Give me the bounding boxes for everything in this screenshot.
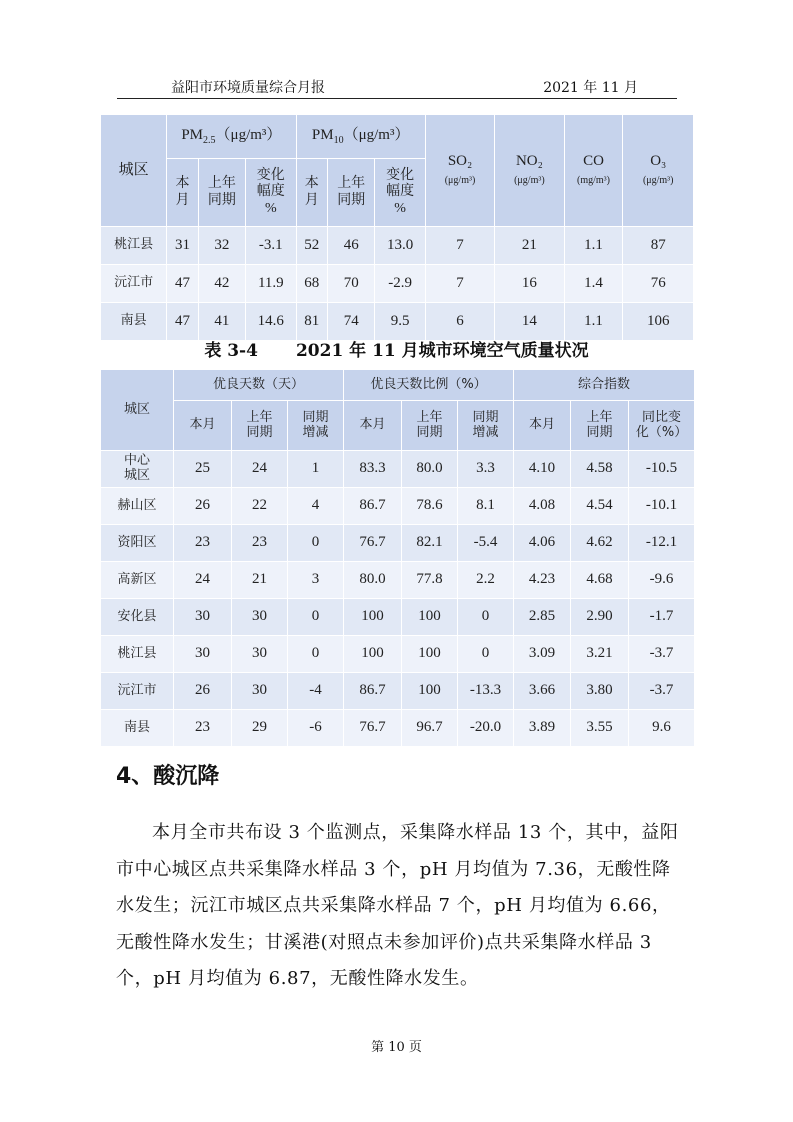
cell-gd-cur: 23 [174,710,232,747]
cell-co: 1.4 [564,265,623,303]
t1-header-pm10: $PM_{10}(\mu g/m^3)$ [296,115,425,159]
cell-ix-last: 3.80 [571,673,629,710]
cell-pm10-cur: 52 [296,227,328,265]
cell-region: 沅江市 [101,673,174,710]
t2-sub-ix-yoy: 同比变 化（%） [629,401,695,451]
cell-ix-yoy: -3.7 [629,636,695,673]
t2-sub-gd-diff: 同期 增减 [288,401,344,451]
cell-ix-yoy: 9.6 [629,710,695,747]
page-header-right: 2021 年 11 月 [543,80,638,96]
t1-sub-pm10-chg: 变化 幅度 % [375,159,425,227]
cell-region: 中心城区 [101,451,174,488]
body-paragraph: 本月全市共布设 3 个监测点，采集降水样品 13 个，其中，益阳市中心城区点共采集降水样品 3 个，pH 月均值为 7.36，无酸性降水发生；沅江市城区点共采集降水样品 7 个，pH 月均值为 6.66，无酸性降水发生；甘溪港(对照点未参加评价)点共采集降水样品 3 个，pH 月均值为 6.87，无酸性降水发生。 [116,822,679,989]
cell-gr-cur: 76.7 [344,710,402,747]
cell-so2: 7 [425,227,494,265]
cell-gr-cur: 86.7 [344,673,402,710]
cell-ix-yoy: -9.6 [629,562,695,599]
cell-pm25-last: 32 [198,227,245,265]
t2-header-index: 综合指数 [514,370,695,401]
cell-gr-diff: -20.0 [458,710,514,747]
cell-ix-yoy: -10.1 [629,488,695,525]
cell-gd-last: 24 [232,451,288,488]
cell-gd-diff: -6 [288,710,344,747]
cell-gr-diff: 0 [458,636,514,673]
t1-header-pm25: $PM_{2.5}(\mu g/m^3)$ [167,115,296,159]
t2-sub-ix-last: 上年 同期 [571,401,629,451]
cell-gr-last: 78.6 [402,488,458,525]
cell-ix-cur: 2.85 [514,599,571,636]
cell-pm25-cur: 31 [167,227,199,265]
cell-gr-last: 100 [402,599,458,636]
cell-pm25-chg: 11.9 [246,265,296,303]
cell-pm25-cur: 47 [167,265,199,303]
table-row [101,636,695,673]
cell-gd-cur: 30 [174,599,232,636]
cell-gr-last: 77.8 [402,562,458,599]
t1-sub-pm25-chg: 变化 幅度 % [246,159,296,227]
cell-o3: 87 [623,227,694,265]
table-row [101,710,695,747]
cell-ix-last: 3.55 [571,710,629,747]
section-title: 4、酸沉降 [116,764,220,789]
cell-gr-cur: 76.7 [344,525,402,562]
cell-gd-last: 21 [232,562,288,599]
t1-header-region: 城区 [101,115,167,227]
cell-gd-cur: 25 [174,451,232,488]
cell-gr-last: 82.1 [402,525,458,562]
cell-region: 桃江县 [101,636,174,673]
cell-pm10-cur: 81 [296,303,328,341]
cell-pm10-last: 46 [328,227,375,265]
cell-ix-cur: 4.08 [514,488,571,525]
cell-gd-diff: 1 [288,451,344,488]
cell-gr-cur: 83.3 [344,451,402,488]
cell-gd-last: 30 [232,636,288,673]
cell-gd-diff: 0 [288,525,344,562]
cell-ix-cur: 4.06 [514,525,571,562]
t1-header-no2: NO₂ (μg/m³) [495,115,564,227]
cell-gr-cur: 100 [344,636,402,673]
cell-gr-last: 100 [402,636,458,673]
page-header-left: 益阳市环境质量综合月报 [171,80,325,96]
cell-pm25-chg: 14.6 [246,303,296,341]
table-row [101,303,694,341]
table-row [101,227,694,265]
table-row [101,488,695,525]
cell-gd-cur: 24 [174,562,232,599]
cell-region: 沅江市 [101,265,167,303]
cell-gd-cur: 26 [174,673,232,710]
t2-sub-ix-cur: 本月 [514,401,571,451]
cell-ix-cur: 3.66 [514,673,571,710]
cell-gd-last: 30 [232,599,288,636]
cell-ix-last: 4.54 [571,488,629,525]
cell-gr-cur: 86.7 [344,488,402,525]
cell-pm25-last: 42 [198,265,245,303]
cell-ix-cur: 3.09 [514,636,571,673]
cell-ix-cur: 3.89 [514,710,571,747]
cell-pm10-chg: -2.9 [375,265,425,303]
cell-ix-cur: 4.10 [514,451,571,488]
t2-sub-gd-last: 上年 同期 [232,401,288,451]
cell-ix-cur: 4.23 [514,562,571,599]
table-row [101,599,695,636]
cell-so2: 6 [425,303,494,341]
cell-o3: 76 [623,265,694,303]
t2-header-good-ratio: 优良天数比例（%） [344,370,514,401]
cell-gd-cur: 30 [174,636,232,673]
t1-header-so2: SO₂ (μg/m³) [425,115,494,227]
cell-region: 高新区 [101,562,174,599]
cell-ix-last: 3.21 [571,636,629,673]
cell-so2: 7 [425,265,494,303]
table-row [101,562,695,599]
cell-gr-cur: 80.0 [344,562,402,599]
t1-sub-pm25-last: 上年 同期 [198,159,245,227]
air-pollutant-table [100,114,694,341]
cell-gd-cur: 23 [174,525,232,562]
cell-gd-diff: 0 [288,636,344,673]
cell-region: 安化县 [101,599,174,636]
table-row [101,525,695,562]
cell-gd-last: 23 [232,525,288,562]
table-row [101,673,695,710]
cell-co: 1.1 [564,227,623,265]
cell-o3: 106 [623,303,694,341]
t1-sub-pm25-cur: 本 月 [167,159,199,227]
cell-gd-diff: 3 [288,562,344,599]
t1-sub-pm10-cur: 本 月 [296,159,328,227]
t2-sub-gd-cur: 本月 [174,401,232,451]
cell-pm10-chg: 13.0 [375,227,425,265]
cell-gr-diff: 0 [458,599,514,636]
t1-header-co: CO (mg/m³) [564,115,623,227]
page-number: 第 10 页 [371,1040,422,1055]
t1-sub-pm10-last: 上年 同期 [328,159,375,227]
cell-region: 赫山区 [101,488,174,525]
t2-header-good-days: 优良天数（天） [174,370,344,401]
cell-no2: 16 [495,265,564,303]
cell-co: 1.1 [564,303,623,341]
cell-ix-yoy: -12.1 [629,525,695,562]
cell-gr-last: 100 [402,673,458,710]
cell-pm10-chg: 9.5 [375,303,425,341]
cell-region: 资阳区 [101,525,174,562]
air-quality-status-table [100,369,695,747]
cell-no2: 21 [495,227,564,265]
cell-gd-cur: 26 [174,488,232,525]
cell-ix-yoy: -10.5 [629,451,695,488]
table-row [101,265,694,303]
cell-gr-last: 80.0 [402,451,458,488]
cell-region: 桃江县 [101,227,167,265]
cell-gd-diff: 4 [288,488,344,525]
cell-gr-last: 96.7 [402,710,458,747]
header-rule [117,98,677,99]
cell-gr-diff: -13.3 [458,673,514,710]
cell-pm25-cur: 47 [167,303,199,341]
cell-pm25-chg: -3.1 [246,227,296,265]
cell-ix-last: 4.68 [571,562,629,599]
table-row [101,451,695,488]
cell-gr-diff: 8.1 [458,488,514,525]
cell-gr-diff: 2.2 [458,562,514,599]
t2-sub-gr-diff: 同期 增减 [458,401,514,451]
t2-header-region: 城区 [101,370,174,451]
cell-ix-last: 4.62 [571,525,629,562]
cell-ix-yoy: -3.7 [629,673,695,710]
t1-header-o3: O₃ (μg/m³) [623,115,694,227]
cell-gd-last: 22 [232,488,288,525]
cell-pm10-cur: 68 [296,265,328,303]
cell-gd-diff: -4 [288,673,344,710]
t2-sub-gr-cur: 本月 [344,401,402,451]
cell-region: 南县 [101,710,174,747]
cell-ix-last: 2.90 [571,599,629,636]
cell-ix-yoy: -1.7 [629,599,695,636]
cell-gd-last: 30 [232,673,288,710]
cell-gd-last: 29 [232,710,288,747]
cell-gr-cur: 100 [344,599,402,636]
cell-no2: 14 [495,303,564,341]
cell-pm10-last: 74 [328,303,375,341]
table-caption: 表 3-4 2021 年 11 月城市环境空气质量状况 [204,341,589,361]
cell-gr-diff: -5.4 [458,525,514,562]
cell-region: 南县 [101,303,167,341]
cell-gr-diff: 3.3 [458,451,514,488]
cell-pm25-last: 41 [198,303,245,341]
cell-gd-diff: 0 [288,599,344,636]
cell-ix-last: 4.58 [571,451,629,488]
cell-pm10-last: 70 [328,265,375,303]
t2-sub-gr-last: 上年 同期 [402,401,458,451]
